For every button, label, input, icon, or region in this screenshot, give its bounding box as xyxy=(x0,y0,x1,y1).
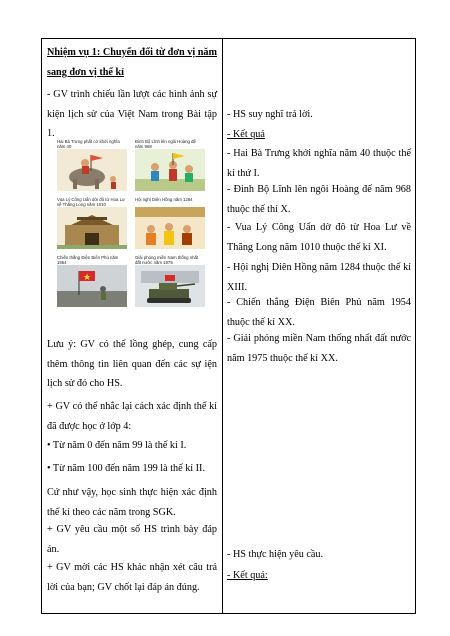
review-paragraph: + GV mời các HS khác nhận xét câu trả lời của bạn; GV chốt lại đáp án đúng. xyxy=(47,562,217,593)
image-hai-ba-trung xyxy=(57,139,127,191)
intro-paragraph: - GV trình chiếu lần lượt các hình ảnh sự kiện lịch sử của Việt Nam trong Bài tập 1. xyxy=(47,89,217,139)
answer-dinh-bo-linh: - Đinh Bộ Lĩnh lên ngôi Hoàng đế năm 968 thuộc thế thỉ X. xyxy=(227,184,411,215)
elephant-battle-illustration xyxy=(57,149,127,191)
instruction-paragraph: Cứ như vậy, học sinh thực hiện xác định thế kỉ theo các năm trong SGK. xyxy=(47,487,217,518)
image-ly-cong-uan xyxy=(57,197,127,249)
image-dien-bien-phu xyxy=(57,255,127,307)
bullet-century-1: • Từ năm 0 đến năm 99 là thế kỉ I. xyxy=(47,440,187,451)
column-divider xyxy=(222,39,223,613)
bullet-century-2: • Từ năm 100 đến năm 199 là thế kỉ II. xyxy=(47,463,206,474)
lesson-table xyxy=(41,38,416,614)
crowd-celebration-illustration xyxy=(135,149,205,191)
image-caption: Đinh Bộ Lĩnh lên ngôi Hoàng đế năm 968 xyxy=(135,139,196,149)
citadel-gate-illustration xyxy=(57,207,127,249)
image-caption: Vua Lý Công Uẩn dời đô từ Hoa Lư về Thăng Long năm 1010 xyxy=(57,197,125,207)
note-paragraph: Lưu ý: GV có thể lồng ghép, cung cấp thêm thông tin liên quan đến các sự iện lịch sử đó cho HS. xyxy=(47,339,217,389)
answer-dien-hong: - Hội nghị Diên Hồng năm 1284 thuộc thế kỉ XIII. xyxy=(227,262,411,293)
answer-ly-cong-uan: - Vua Lý Công Uẩn dờ đô từ Hoa Lư về Thăng Long năm 1010 thuộc thế kỉ XI. xyxy=(227,222,411,253)
flag-bunker-photo xyxy=(57,265,127,307)
image-caption: Hội nghị Diên Hồng năm 1284 xyxy=(135,197,193,202)
assembly-illustration xyxy=(135,207,205,249)
image-giai-phong-mien-nam xyxy=(135,255,205,307)
image-caption: Hai Bà Trưng phất cờ khởi nghĩa năm 40 xyxy=(57,139,120,149)
tank-palace-photo xyxy=(135,265,205,307)
student-response: - HS suy nghĩ trả lời. xyxy=(227,109,313,120)
century-recap-paragraph: + GV có thể nhắc lại cách xác định thế kỉ đã được học ở lớp 4: xyxy=(47,401,217,432)
answer-giai-phong: - Giải phóng miền Nam thống nhất đất nước năm 1975 thuộc thế kỉ XX. xyxy=(227,333,411,364)
task-heading: Nhiệm vụ 1: Chuyển đổi từ đơn vị năm sang đơn vị thế kỉ xyxy=(47,47,217,78)
result-label-2: - Kết quả: xyxy=(227,570,268,581)
history-image-grid xyxy=(57,139,207,307)
answer-dien-bien-phu: - Chiến thắng Điện Biên Phủ năm 1954 thuộc thế kỉ XX. xyxy=(227,297,411,328)
presentation-paragraph: + GV yêu cầu một số HS trình bày đáp án. xyxy=(47,524,217,555)
result-label: - Kết quả xyxy=(227,129,265,140)
image-caption: Giải phóng miền Nam thống nhất đất nước năm 1975 xyxy=(135,255,199,265)
image-dien-hong xyxy=(135,197,205,249)
student-task-response: - HS thực hiện yêu cầu. xyxy=(227,549,324,560)
answer-hai-ba-trung: - Hai Bà Trưng khởi nghĩa năm 40 thuộc thế kỉ thứ I. xyxy=(227,148,411,179)
image-caption: Chiến thắng Điện Biên Phủ năm 1954 xyxy=(57,255,119,265)
image-dinh-bo-linh xyxy=(135,139,205,191)
